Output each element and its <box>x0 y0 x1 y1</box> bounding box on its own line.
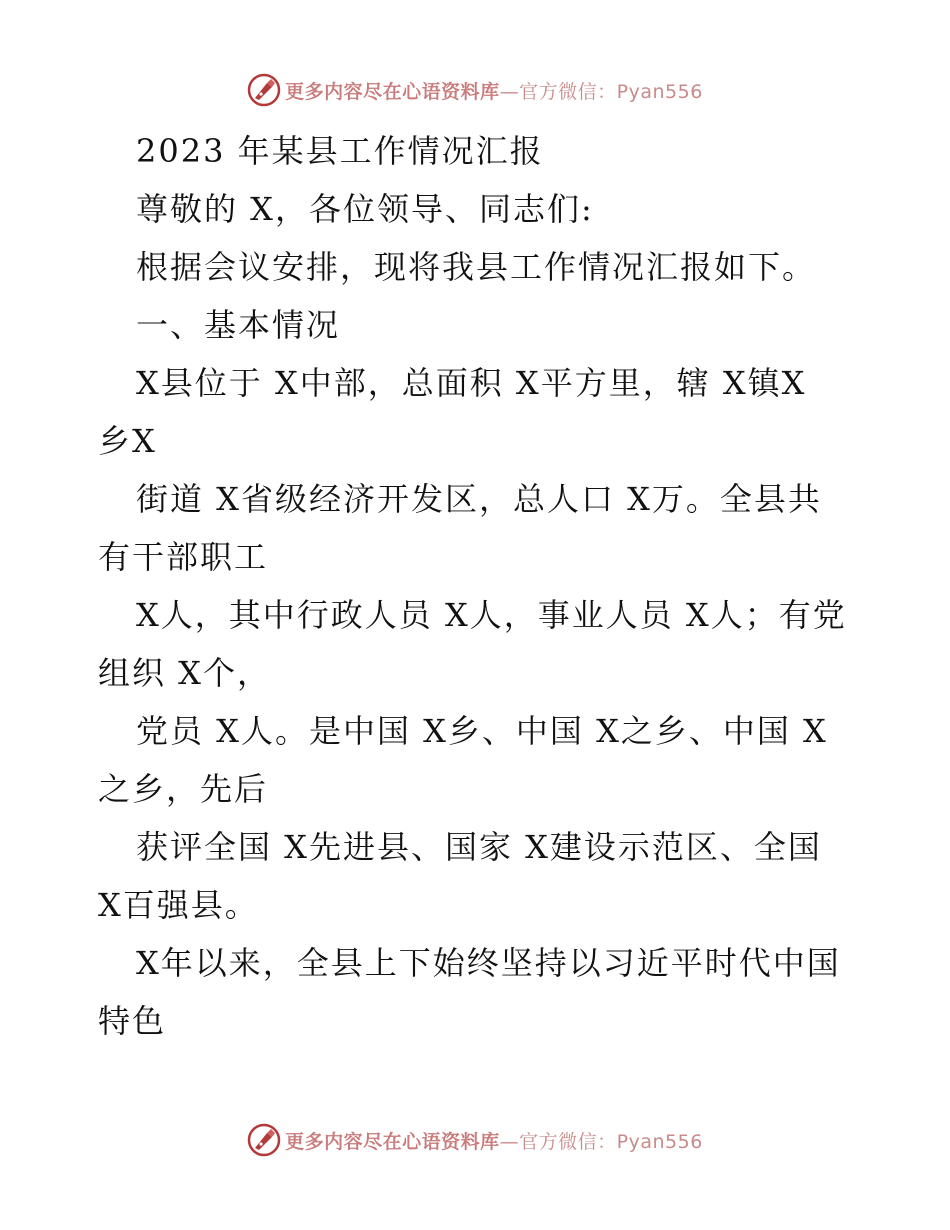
paragraph-line: 获评全国 X先进县、国家 X建设示范区、全国 <box>136 828 822 866</box>
paragraph-line: 组织 X个， <box>98 654 271 692</box>
header-watermark <box>0 70 950 110</box>
paragraph-line: 之乡，先后 <box>98 770 269 808</box>
pen-nib-logo-icon <box>247 73 281 107</box>
paragraph-line: 有干部职工 <box>98 538 269 576</box>
watermark-separator: — <box>499 80 520 103</box>
watermark-brand: 更多内容尽在心语资料库 <box>285 1130 500 1153</box>
watermark-text <box>285 77 703 104</box>
paragraph-line: X年以来，全县上下始终坚持以习近平时代中国 <box>136 944 841 982</box>
paragraph-line: X百强县。 <box>98 886 259 924</box>
footer-watermark <box>0 1120 950 1160</box>
paragraph-line: 乡X <box>98 422 157 460</box>
paragraph-line: 根据会议安排，现将我县工作情况汇报如下。 <box>136 248 817 286</box>
section-heading: 一、基本情况 <box>136 306 341 344</box>
paragraph-line: 街道 X省级经济开发区，总人口 X万。全县共 <box>136 480 822 518</box>
paragraph-line: 特色 <box>98 1002 167 1040</box>
document-title: 2023 年某县工作情况汇报 <box>136 132 544 170</box>
pen-nib-logo-icon <box>247 1123 281 1157</box>
watermark-brand: 更多内容尽在心语资料库 <box>285 80 500 103</box>
document-body <box>98 122 858 1050</box>
paragraph-line: X人，其中行政人员 X人，事业人员 X人；有党 <box>136 596 847 634</box>
salutation: 尊敬的 X，各位领导、同志们: <box>136 190 594 228</box>
watermark-contact: 官方微信：Pyan556 <box>519 80 703 103</box>
paragraph-line: X县位于 X中部，总面积 X平方里，辖 X镇X <box>136 364 807 402</box>
watermark-text <box>285 1127 703 1154</box>
watermark-separator: — <box>499 1130 520 1153</box>
watermark-contact: 官方微信：Pyan556 <box>519 1130 703 1153</box>
paragraph-line: 党员 X人。是中国 X乡、中国 X之乡、中国 X <box>136 712 828 750</box>
